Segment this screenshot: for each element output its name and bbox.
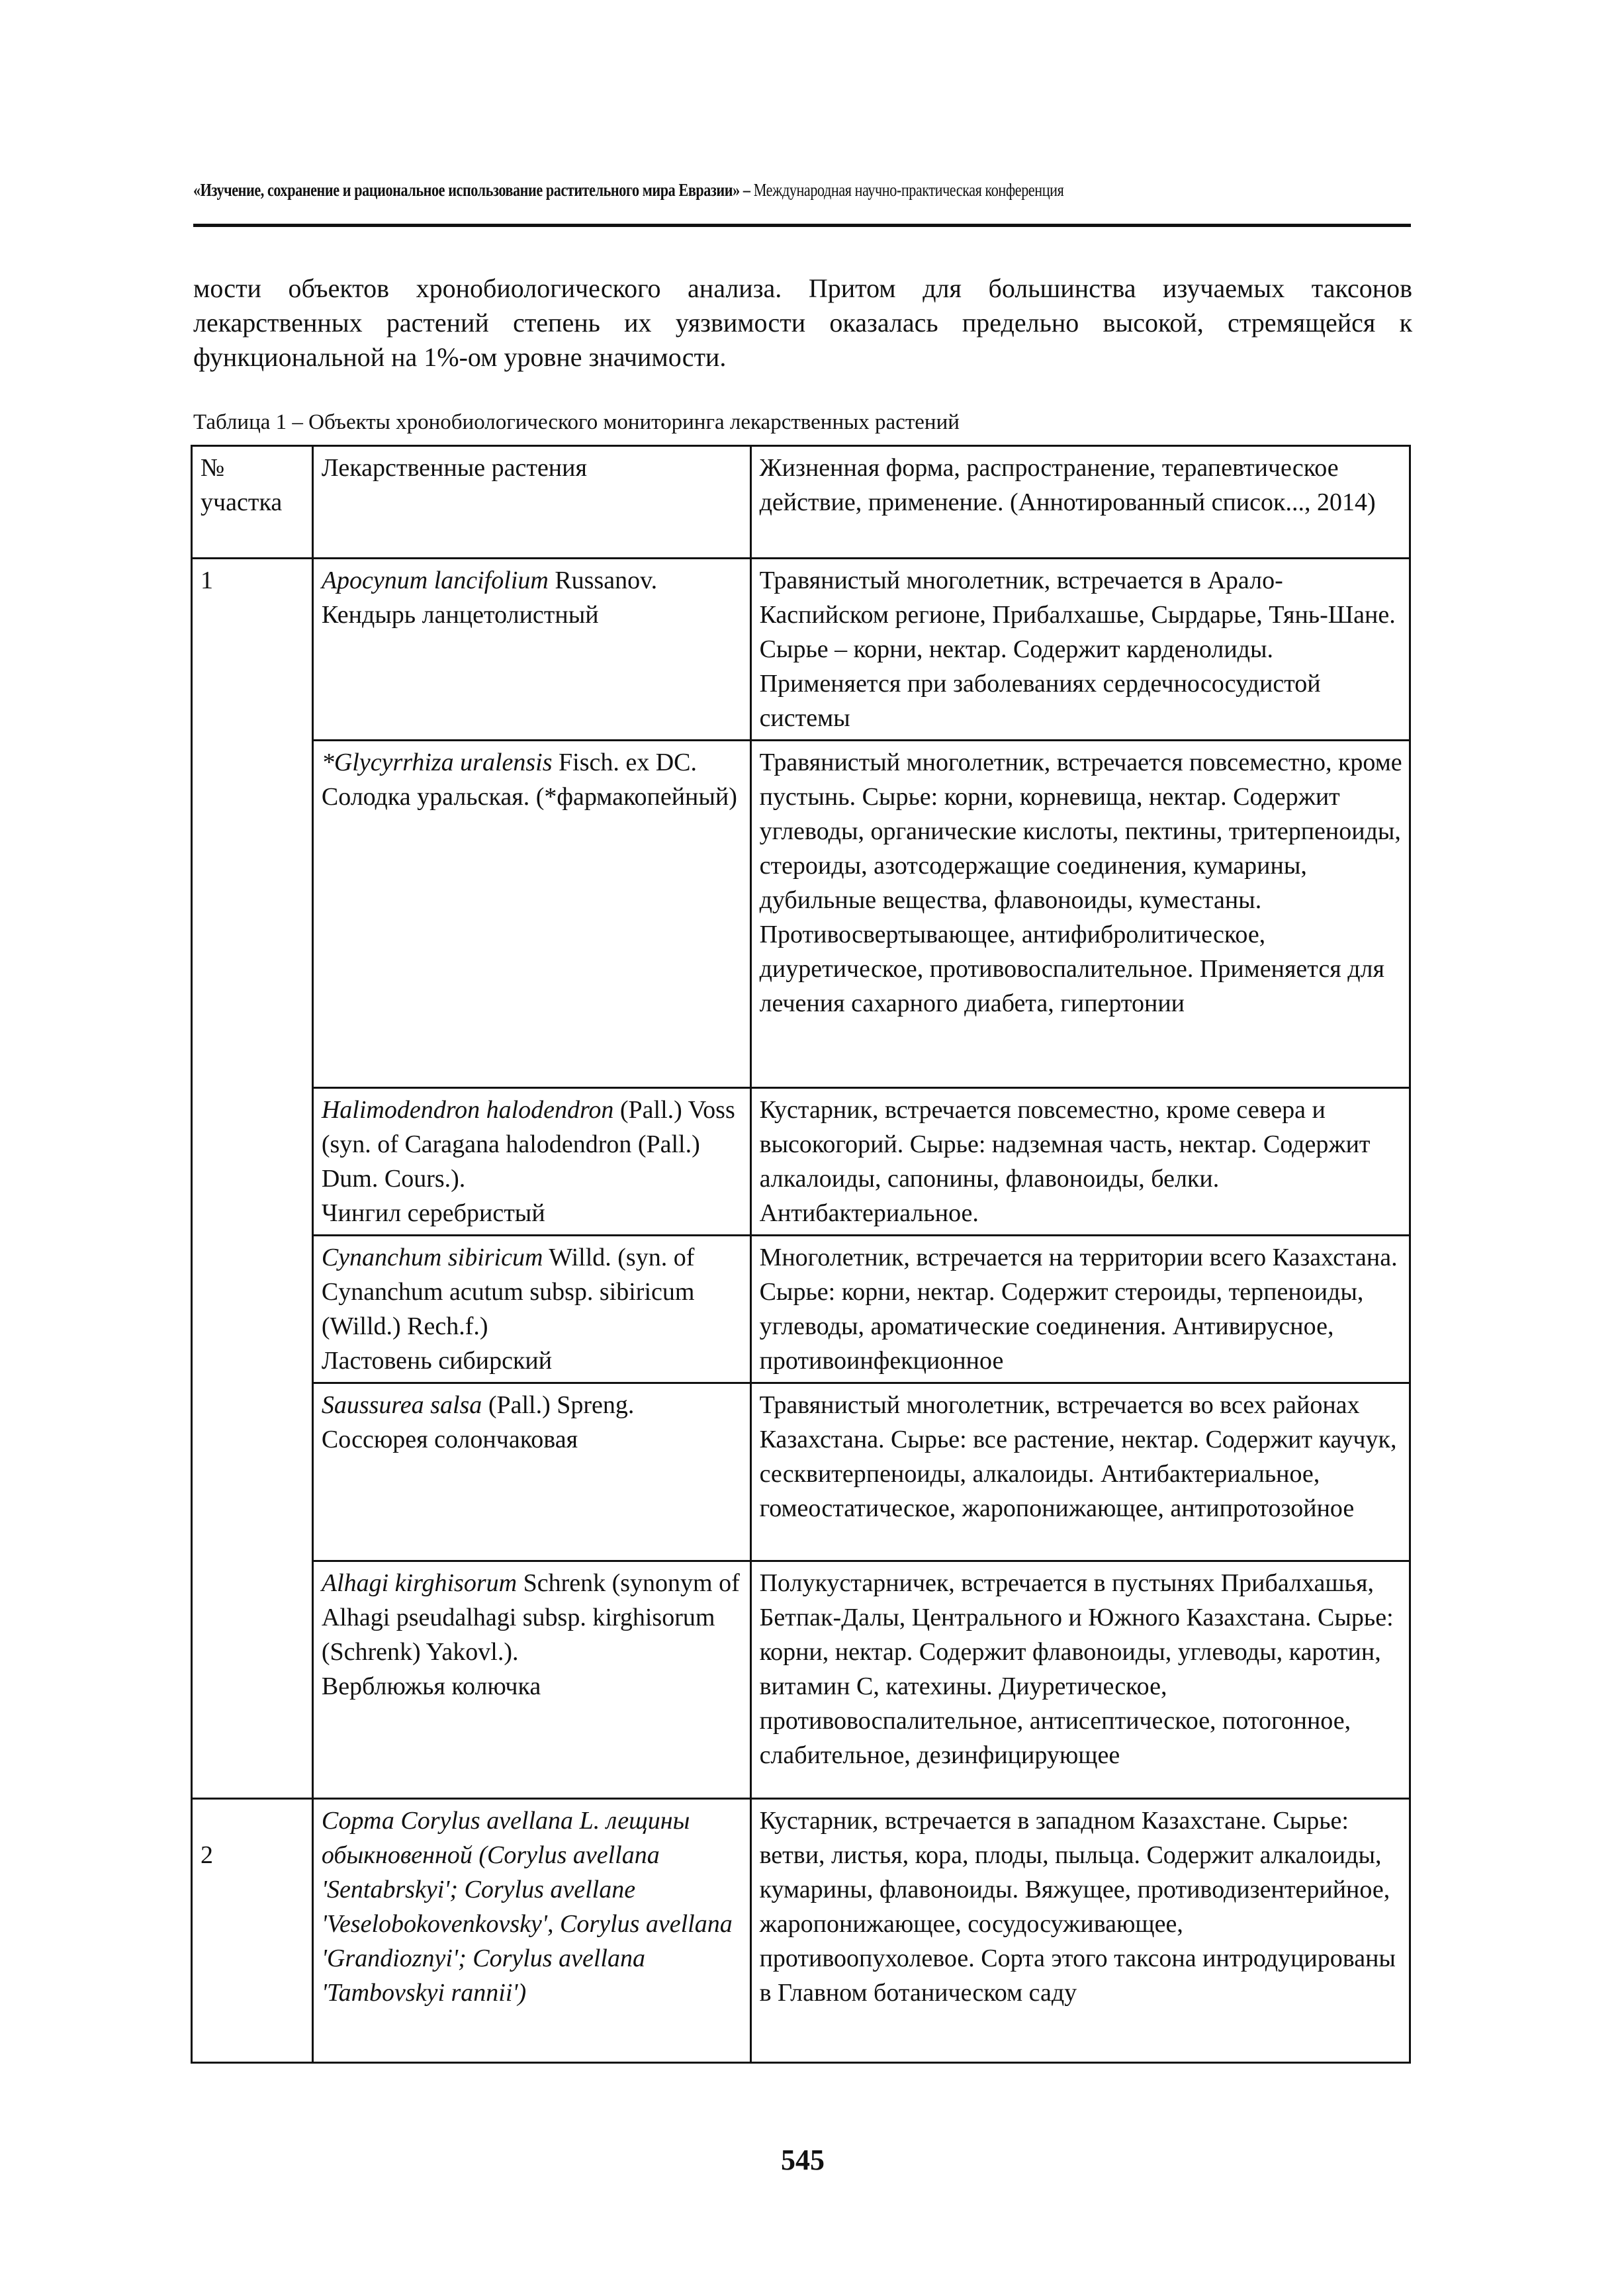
- plant-cell: [312, 1236, 750, 1383]
- plant-cell: [312, 559, 750, 741]
- plant-author: (Pall.) Spreng.: [482, 1391, 635, 1419]
- plant-latin: Alhagi kirghisorum: [321, 1569, 518, 1597]
- site-number: 2: [192, 1799, 313, 2063]
- header-site: № участка: [192, 446, 313, 559]
- header-rule: [193, 224, 1411, 227]
- plant-latin: Cynanchum sibiricum: [321, 1244, 543, 1271]
- site-number: [192, 1088, 313, 1236]
- running-header-separator: –: [739, 180, 754, 200]
- plant-common: Чингил серебристый: [321, 1199, 545, 1227]
- plant-common: Кендырь ланцетолистный: [321, 601, 599, 629]
- plant-cell: [312, 741, 750, 1088]
- table-row: [192, 1383, 1410, 1561]
- site-number: [192, 1383, 313, 1561]
- plant-common: Верблюжья колючка: [321, 1672, 541, 1700]
- running-header-conference: Международная научно-практическая конференция: [753, 180, 1064, 200]
- table-row: [192, 741, 1410, 1088]
- plant-latin: Halimodendron halodendron: [321, 1096, 614, 1124]
- description-cell: Травянистый многолетник, встречается во всех районах Казахстана. Сырье: все растение, нектар. Содержит каучук, сесквитерпеноиды, алкалоиды. Антибактериальное, гомеостатическое, жаропонижающее, антипротозойное: [750, 1383, 1410, 1561]
- running-header-title: «Изучение, сохранение и рациональное использование растительного мира Евразии»: [193, 180, 740, 200]
- table-row: [192, 1561, 1410, 1799]
- plant-common: Соссюрея солончаковая: [321, 1426, 578, 1453]
- table-header-row: [192, 446, 1410, 559]
- plant-common: Ластовень сибирский: [321, 1347, 553, 1375]
- table-row: [192, 1799, 1410, 2063]
- plant-common: Солодка уральская. (*фармакопейный): [321, 783, 737, 811]
- plant-author: Willd. (syn. of Cynanchum acutum subsp. sibiricum (Willd.) Rech.f.): [321, 1244, 695, 1340]
- description-cell: Кустарник, встречается повсеместно, кроме севера и высокогорий. Сырье: надземная часть, нектар. Содержит алкалоиды, сапонины, флавоноиды, белки. Антибактериальное.: [750, 1088, 1410, 1236]
- plant-latin: *Glycyrrhiza uralensis: [321, 749, 553, 776]
- table-row: [192, 1088, 1410, 1236]
- description-cell: Полукустарничек, встречается в пустынях Прибалхашья, Бетпак-Далы, Центрального и Южного Казахстана. Сырье: корни, нектар. Содержит флавоноиды, углеводы, каротин, витамин С, катехины. Диуретическое, противовоспалительное, антисептическое, потогонное, слабительное, дезинфицирующее: [750, 1561, 1410, 1799]
- plant-author: (Pall.) Voss (syn. of Caragana halodendron (Pall.) Dum. Cours.).: [321, 1096, 735, 1193]
- table-caption: Таблица 1 – Объекты хронобиологического мониторинга лекарственных растений: [193, 410, 960, 434]
- site-number: [192, 741, 313, 1088]
- table-row: [192, 559, 1410, 741]
- plant-cell: [312, 1561, 750, 1799]
- body-paragraph: мости объектов хронобиологического анализа. Притом для большинства изучаемых таксонов лекарственных растений степень их уязвимости оказалась предельно высокой, стремящейся к функциональной на 1%-ом уровне значимости.: [193, 273, 1412, 372]
- description-cell: Многолетник, встречается на территории всего Казахстана. Сырье: корни, нектар. Содержит стероиды, терпеноиды, углеводы, ароматические соединения. Антивирусное, противоинфекционное: [750, 1236, 1410, 1383]
- plant-author: L. лещины обыкновенной (Corylus avellana 'Sentabrskyi'; Corylus avellane 'Veselobokovenkovsky', Corylus avellana 'Grandioznyi'; Corylus avellana 'Tambovskyi rannii'): [321, 1807, 733, 2007]
- plant-author: Russanov.: [548, 567, 658, 594]
- description-cell: Кустарник, встречается в западном Казахстане. Сырье: ветви, листья, кора, плоды, пыльца. Содержит алкалоиды, кумарины, флавоноиды. Вяжущее, противодизентерийное, жаропонижающее, сосудосуживающее, противоопухолевое. Сорта этого таксона интродуцированы в Главном ботаническом саду: [750, 1799, 1410, 2063]
- table-row: [192, 1236, 1410, 1383]
- description-cell: Травянистый многолетник, встречается повсеместно, кроме пустынь. Сырье: корни, корневища, нектар. Содержит углеводы, органические кислоты, пектины, тритерпеноиды, стероиды, азотсодержащие соединения, кумарины, дубильные вещества, флавоноиды, куместаны. Противосвертывающее, антифибролитическое, диуретическое, противовоспалительное. Применяется для лечения сахарного диабета, гипертонии: [750, 741, 1410, 1088]
- plant-latin: Apocynum lancifolium: [321, 567, 549, 594]
- plant-latin: Saussurea salsa: [321, 1391, 482, 1419]
- plant-cell: [312, 1383, 750, 1561]
- plant-author: Schrenk (synonym of Alhagi pseudalhagi subsp. kirghisorum (Schrenk) Yakovl.).: [321, 1569, 740, 1666]
- plant-cell: [312, 1088, 750, 1236]
- running-header: [193, 180, 1192, 201]
- plant-latin: Сорта Corylus avellana: [321, 1807, 574, 1835]
- header-description: Жизненная форма, распространение, терапевтическое действие, применение. (Аннотированный список..., 2014): [750, 446, 1410, 559]
- site-number: 1: [192, 559, 313, 741]
- site-number: [192, 1236, 313, 1383]
- plant-cell: [312, 1799, 750, 2063]
- site-number: [192, 1561, 313, 1799]
- plants-table: [191, 445, 1411, 2064]
- description-cell: Травянистый многолетник, встречается в Арало-Каспийском регионе, Прибалхашье, Сырдарье, Тянь-Шане. Сырье – корни, нектар. Содержит карденолиды. Применяется при заболеваниях сердечнососудистой системы: [750, 559, 1410, 741]
- page-number: 545: [781, 2144, 825, 2176]
- plant-author: Fisch. ex DC.: [552, 749, 698, 776]
- header-plants: Лекарственные растения: [312, 446, 750, 559]
